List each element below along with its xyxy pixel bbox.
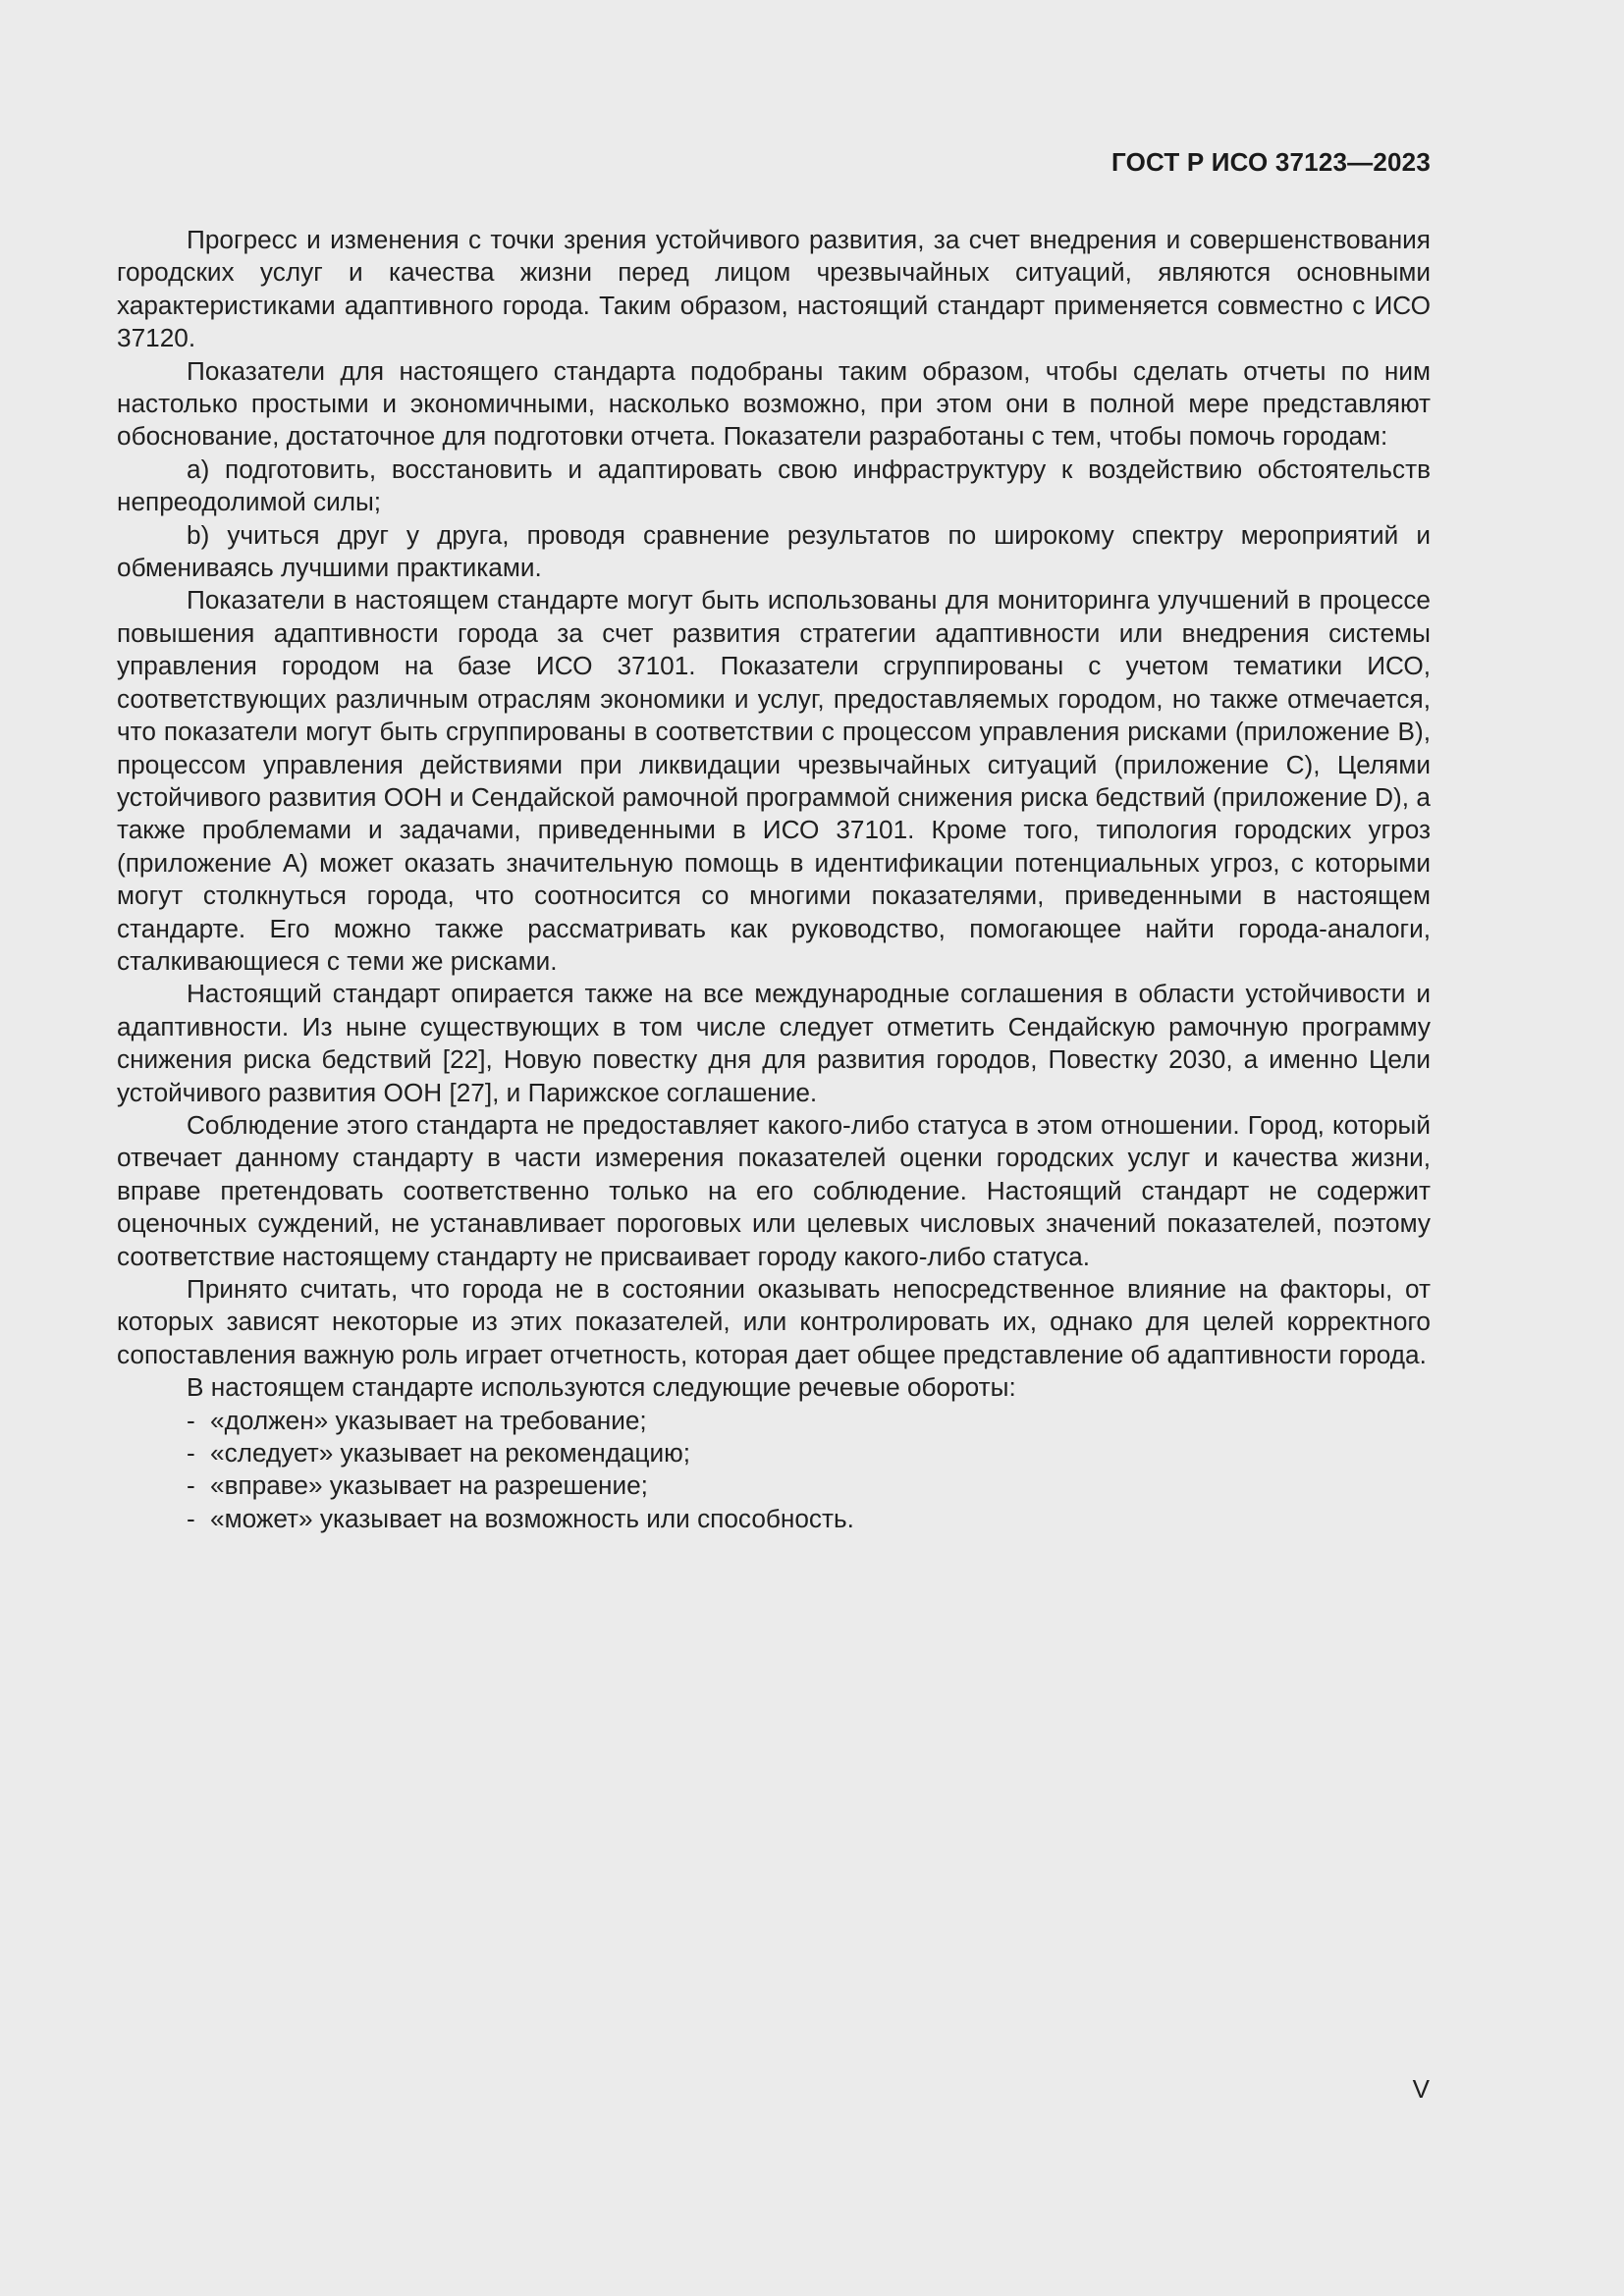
verbal-form-text: «вправе» указывает на разрешение; (210, 1470, 648, 1501)
list-item-a: a) подготовить, восстановить и адаптировать свою инфраструктуру к воздействию обстоятельств непреодолимой силы; (117, 454, 1431, 517)
verbal-form-text: «может» указывает на возможность или способность. (210, 1503, 854, 1533)
dash-marker: - (187, 1503, 195, 1533)
paragraph-verbal-forms-intro: В настоящем стандарте используются следующие речевые обороты: (187, 1372, 1016, 1403)
verbal-form-text: «должен» указывает на требование; (210, 1405, 647, 1435)
paragraph-compliance: Соблюдение этого стандарта не предоставляет какого-либо статуса в этом отношении. Город, который отвечает данному стандарту в части измерения показателей оценки городских услуг и качества жизни, вправе претендовать соответственно только на его соблюдение. Настоящий стандарт не содержит оценочных суждений, не устанавливает пороговых или целевых числовых значений показателей, поэтому соответствие настоящему стандарту не присваивает городу какого-либо статуса. (117, 1109, 1431, 1271)
paragraph-indicators-selection: Показатели для настоящего стандарта подобраны таким образом, чтобы сделать отчеты по ним настолько простыми и экономичными, насколько возможно, при этом они в полной мере представляют обоснование, достаточное для подготовки отчета. Показатели разработаны с тем, чтобы помочь городам: (117, 355, 1431, 452)
paragraph-progress: Прогресс и изменения с точки зрения устойчивого развития, за счет внедрения и совершенствования городских услуг и качества жизни перед лицом чрезвычайных ситуаций, являются основными характеристиками адаптивного города. Таким образом, настоящий стандарт применяется совместно с ИСО 37120. (117, 225, 1431, 353)
dash-marker: - (187, 1438, 195, 1468)
verbal-form-item (117, 1405, 1431, 1437)
verbal-form-item (117, 1469, 1431, 1502)
page-number: V (1412, 2074, 1430, 2104)
verbal-form-item (117, 1437, 1431, 1469)
paragraph-international-agreements: Настоящий стандарт опирается также на все международные соглашения в области устойчивости и адаптивности. Из ныне существующих в том числе следует отметить Сендайскую рамочную программу снижения риска бедствий [22], Новую повестку дня для развития городов, Повестку 2030, а именно Цели устойчивого развития ООН [27], и Парижское соглашение. (117, 979, 1431, 1107)
paragraph-indicators-usage: Показатели в настоящем стандарте могут быть использованы для мониторинга улучшений в процессе повышения адаптивности города за счет развития стратегии адаптивности или внедрения системы управления городом на базе ИСО 37101. Показатели сгруппированы с учетом тематики ИСО, соответствующих различным отраслям экономики и услуг, предоставляемых городом, но также отмечается, что показатели могут быть сгруппированы в соответствии с процессом управления рисками (приложение В), процессом управления действиями при ликвидации чрезвычайных ситуаций (приложение С), Целями устойчивого развития ООН и Сендайской рамочной программой снижения риска бедствий (приложение D), а также проблемами и задачами, приведенными в ИСО 37101. Кроме того, типология городских угроз (приложение А) может оказать значительную помощь в идентификации потенциальных угроз, с которыми могут столкнуться города, что соотносится со многими показателями, приведенными в настоящем стандарте. Его можно также рассматривать как руководство, помогающее найти города-аналоги, сталкивающиеся с теми же рисками. (117, 585, 1431, 976)
document-code-header: ГОСТ Р ИСО 37123—2023 (1110, 147, 1431, 177)
list-item-b: b) учиться друг у друга, проводя сравнение результатов по широкому спектру мероприятий и обмениваясь лучшими практиками. (117, 519, 1431, 583)
dash-marker: - (187, 1405, 195, 1435)
verbal-form-text: «следует» указывает на рекомендацию; (210, 1438, 691, 1468)
paragraph-city-influence: Принято считать, что города не в состоянии оказывать непосредственное влияние на факторы, от которых зависят некоторые из этих показателей, или контролировать их, однако для целей корректного сопоставления важную роль играет отчетность, которая дает общее представление об адаптивности города. (117, 1274, 1431, 1369)
verbal-form-item (117, 1503, 1431, 1535)
introduction-body (117, 224, 1431, 1535)
dash-marker: - (187, 1470, 195, 1501)
